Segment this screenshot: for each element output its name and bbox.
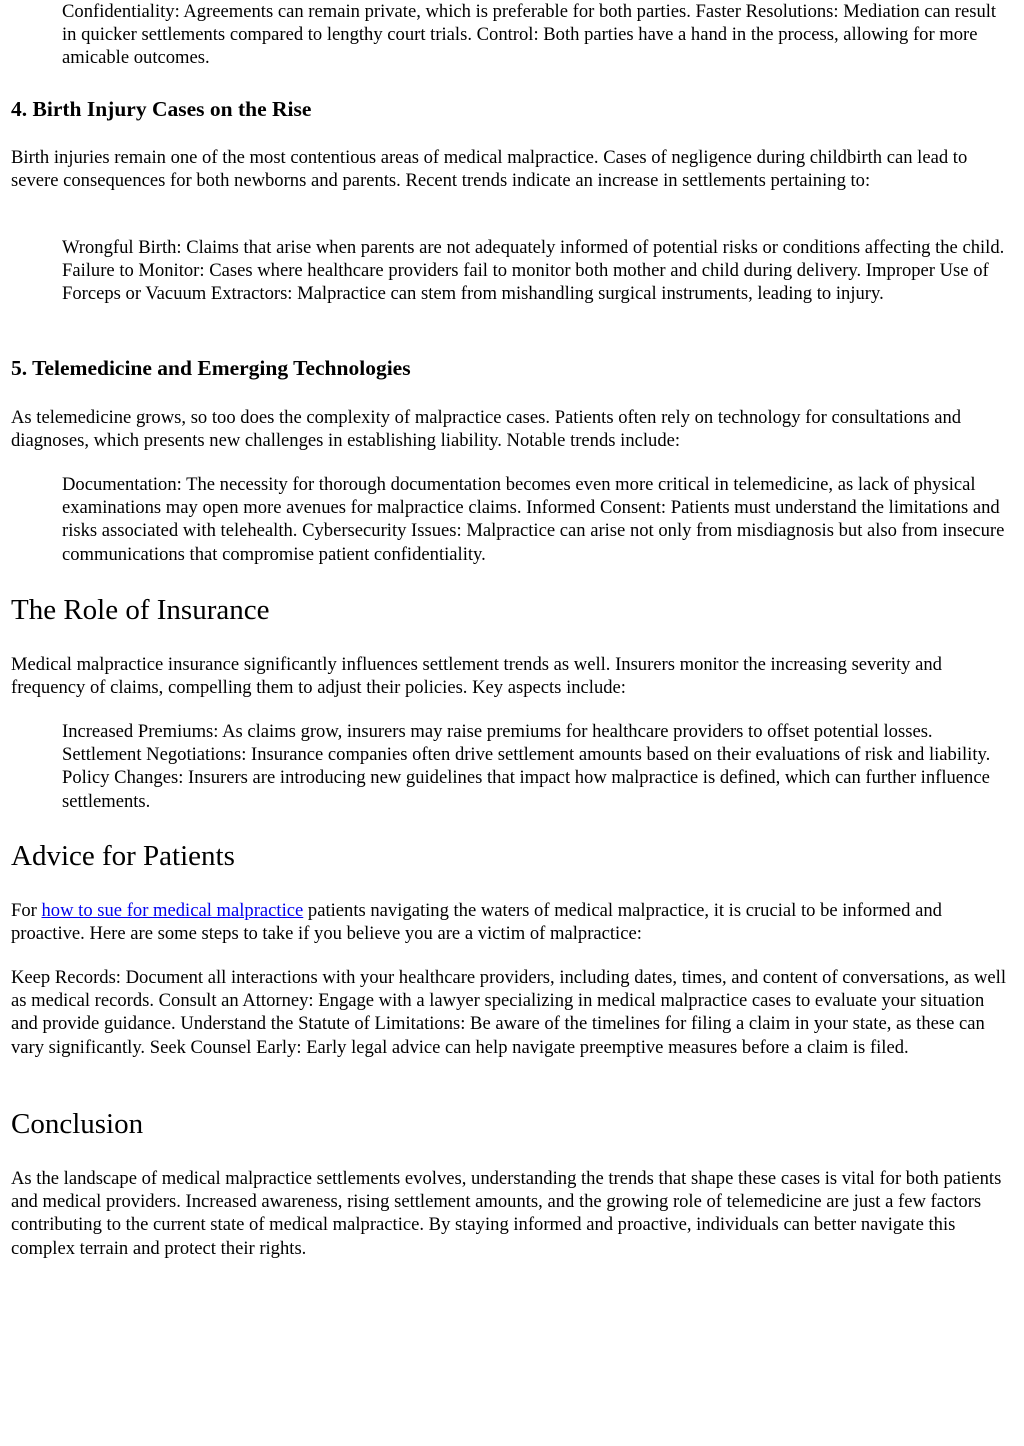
telemedicine-list: Documentation: The necessity for thorough documentation becomes even more critical in telemedicine, as lack of physical examinations may open more avenues for malpractice claims. Informed Consent: Patients must understand the limitations and risks associated with telehealth. Cybersecurity Issues: Malpractice can arise not only from misdiagnosis but also from insecure communications that compromise patient confidentiality. bbox=[62, 474, 1005, 565]
insurance-heading: The Role of Insurance bbox=[11, 594, 270, 626]
birth-injury-heading: 4. Birth Injury Cases on the Rise bbox=[11, 97, 312, 121]
conclusion-heading: Conclusion bbox=[11, 1108, 144, 1140]
conclusion-text: As the landscape of medical malpractice settlements evolves, understanding the trends that shape these cases is vital for both patients and medical providers. Increased awareness, rising settlement amounts, and the growing role of telemedicine are just a few factors contributing to the current state of medical malpractice. By staying informed and proactive, individuals can better navigate this complex terrain and protect their rights. bbox=[11, 1168, 1002, 1259]
mediation-benefits-list: Confidentiality: Agreements can remain private, which is preferable for both parties. Faster Resolutions: Mediation can result in quicker settlements compared to lengthy court trials. Control: Both parties have a hand in the process, allowing for more amicable outcomes. bbox=[62, 1, 997, 69]
advice-intro-before: For bbox=[11, 900, 42, 921]
birth-injury-intro: Birth injuries remain one of the most contentious areas of medical malpractice. Cases of negligence during childbirth can lead to severe consequences for both newborns and parents. Recent trends indicate an increase in settlements pertaining to: bbox=[11, 147, 968, 192]
how-to-sue-link[interactable]: how to sue for medical malpractice bbox=[41, 900, 304, 921]
telemedicine-intro: As telemedicine grows, so too does the complexity of malpractice cases. Patients often rely on technology for consultations and diagnoses, which presents new challenges in establishing liability. Notable trends include: bbox=[11, 407, 962, 452]
advice-intro-after: patients navigating the waters of medical malpractice, it is crucial to be informed and proactive. Here are some steps to take if you believe you are a victim of malpractice: bbox=[11, 900, 942, 945]
advice-heading: Advice for Patients bbox=[11, 840, 235, 872]
telemedicine-heading: 5. Telemedicine and Emerging Technologies bbox=[11, 356, 411, 380]
birth-injury-list: Wrongful Birth: Claims that arise when parents are not adequately informed of potential risks or conditions affecting the child. Failure to Monitor: Cases where healthcare providers fail to monitor both mother and child during delivery. Improper Use of Forceps or Vacuum Extractors: Malpractice can stem from mishandling surgical instruments, leading to injury. bbox=[62, 237, 1005, 305]
advice-steps: Keep Records: Document all interactions with your healthcare providers, including dates, times, and content of conversations, as well as medical records. Consult an Attorney: Engage with a lawyer specializing in medical malpractice cases to evaluate your situation and provide guidance. Understand the Statute of Limitations: Be aware of the timelines for filing a claim in your state, as these can vary significantly. Seek Counsel Early: Early legal advice can help navigate preemptive measures before a claim is filed. bbox=[11, 967, 1006, 1058]
insurance-list: Increased Premiums: As claims grow, insurers may raise premiums for healthcare providers to offset potential losses. Settlement Negotiations: Insurance companies often drive settlement amounts based on their evaluations of risk and liability. Policy Changes: Insurers are introducing new guidelines that impact how malpractice is defined, which can further influence settlements. bbox=[62, 721, 991, 812]
advice-intro bbox=[11, 899, 1015, 945]
insurance-intro: Medical malpractice insurance significantly influences settlement trends as well. Insurers monitor the increasing severity and frequency of claims, compelling them to adjust their policies. Key aspects include: bbox=[11, 654, 942, 699]
